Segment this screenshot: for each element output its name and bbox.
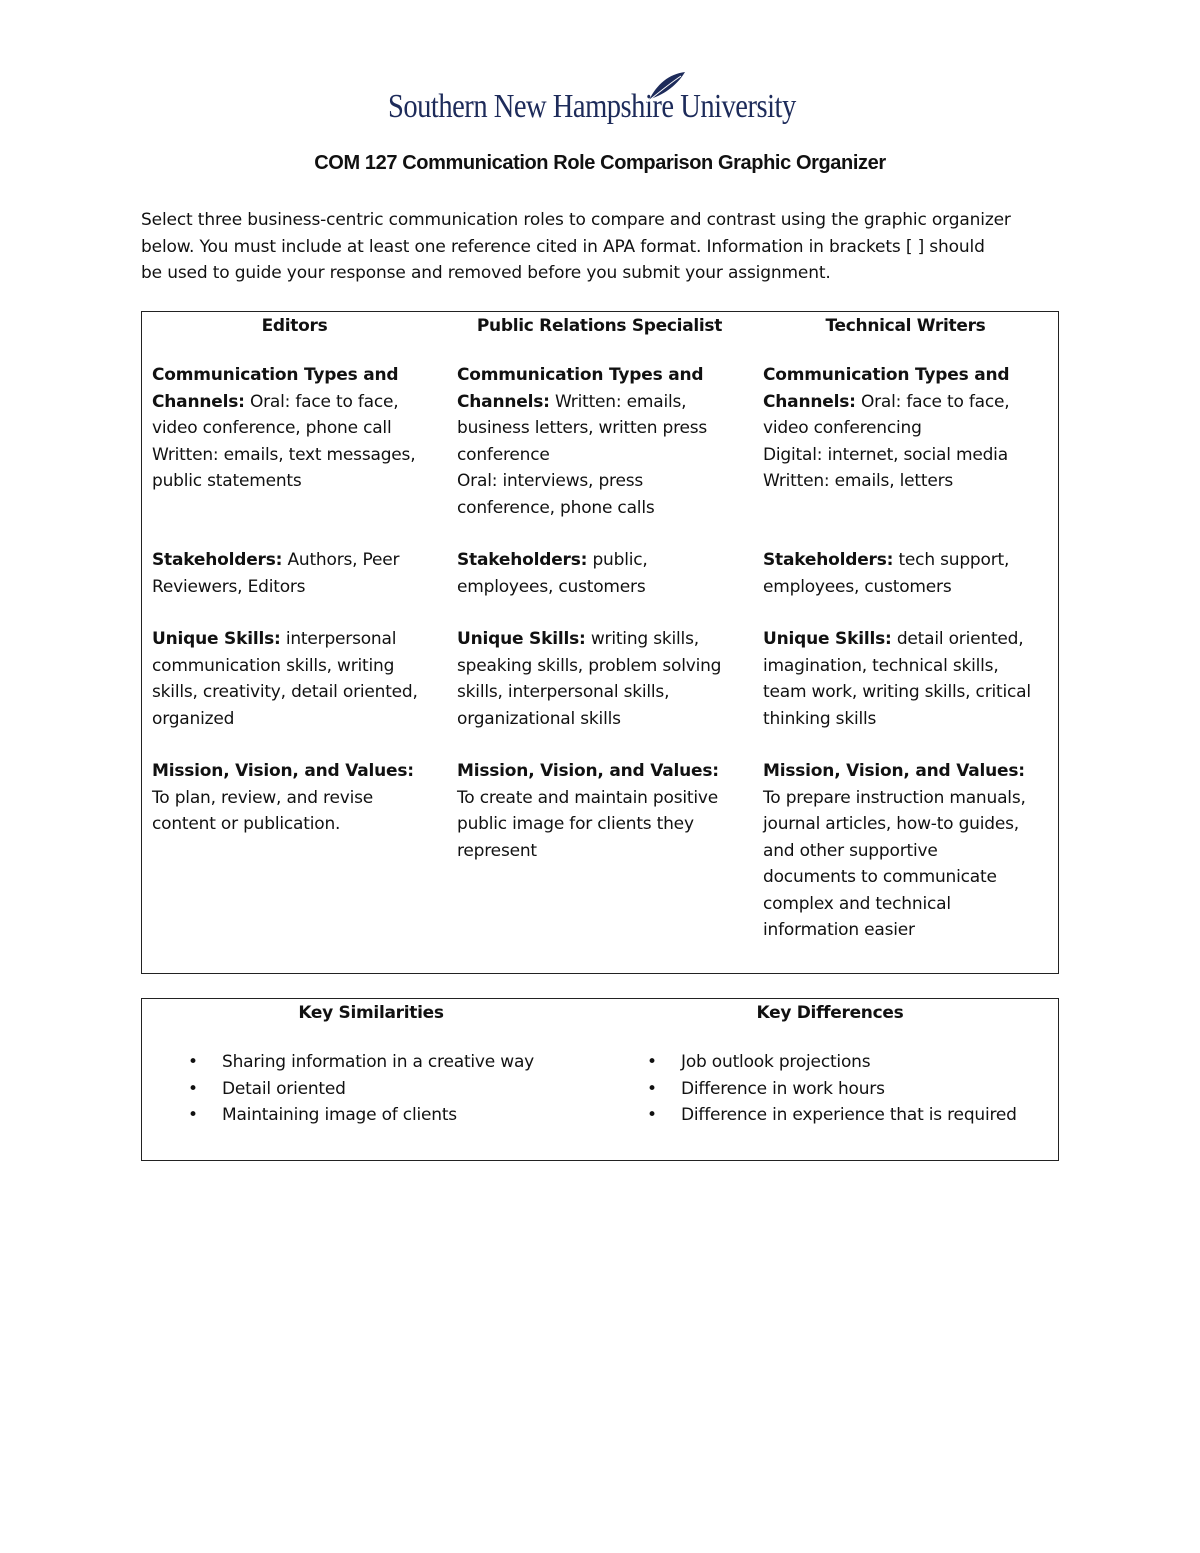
bullet-icon: • (647, 1078, 657, 1099)
section-label: Unique Skills: (763, 629, 892, 649)
section-text: To create and maintain positive (457, 787, 718, 808)
list-item: • Job outlook projections (601, 1049, 1059, 1076)
skills-section (457, 626, 747, 732)
section-text: conference (457, 444, 550, 465)
list-item: • Difference in experience that is required (601, 1102, 1059, 1129)
intro-line: be used to guide your response and removed before you submit your assignment. (141, 263, 831, 283)
bullet-icon: • (647, 1105, 657, 1125)
differences-column (601, 999, 1059, 1129)
section-label: Communication Types and (152, 365, 399, 385)
section-label: Mission, Vision, and Values: (152, 761, 414, 781)
section-text: tech support, (898, 550, 1010, 570)
section-text: thinking skills (763, 708, 877, 729)
similarities-list (142, 1049, 600, 1129)
section-text: journal articles, how-to guides, (763, 814, 1019, 834)
section-text: public, (592, 550, 648, 570)
stakeholders-section (457, 547, 747, 600)
section-text: imagination, technical skills, (763, 655, 999, 676)
similarities-heading: Key Similarities (298, 1003, 444, 1023)
section-text: public statements (152, 471, 302, 491)
section-label: Stakeholders: (763, 550, 894, 570)
stakeholders-section (763, 547, 1053, 600)
section-text: speaking skills, problem solving (457, 655, 722, 676)
list-item: • Maintaining image of clients (142, 1102, 600, 1129)
communication-section (457, 362, 747, 521)
section-text: organized (152, 708, 235, 729)
section-text: communication skills, writing (152, 655, 395, 676)
section-text: video conference, phone call (152, 418, 392, 438)
role-heading: Public Relations Specialist (476, 316, 723, 336)
section-text: To plan, review, and revise (152, 787, 374, 808)
quill-leaf-icon (643, 70, 687, 104)
section-label: Communication Types and (457, 365, 704, 385)
skills-section (152, 626, 442, 732)
section-text: organizational skills (457, 708, 621, 729)
section-text: Reviewers, Editors (152, 576, 306, 597)
section-text: Written: emails, text messages, (152, 444, 416, 465)
bullet-icon: • (188, 1052, 198, 1072)
section-text: team work, writing skills, critical (763, 682, 1031, 702)
bullet-icon: • (647, 1052, 657, 1072)
section-text: documents to communicate (763, 867, 997, 887)
section-text: skills, interpersonal skills, (457, 682, 670, 702)
list-item: • Sharing information in a creative way (142, 1049, 600, 1076)
section-label: Mission, Vision, and Values: (457, 761, 719, 781)
differences-heading: Key Differences (756, 1003, 904, 1023)
stakeholders-section (152, 547, 442, 600)
section-text: Written: emails, letters (763, 471, 954, 491)
intro-line: Select three business-centric communication roles to compare and contrast using the graphic organizer (141, 210, 1011, 230)
role-column-technical-writers (763, 312, 1053, 944)
section-text: interpersonal (285, 629, 397, 649)
section-text: To prepare instruction manuals, (763, 787, 1026, 808)
section-label: Unique Skills: (152, 629, 281, 649)
mission-section (763, 758, 1053, 944)
section-text: skills, creativity, detail oriented, (152, 682, 418, 702)
bullet-icon: • (188, 1078, 198, 1099)
role-heading: Editors (261, 316, 328, 336)
section-label: Channels: (457, 391, 550, 412)
logo-text: Southern New Hampshire University (388, 88, 796, 125)
section-text: public image for clients they (457, 814, 694, 834)
role-comparison-table (141, 311, 1059, 974)
section-label: Communication Types and (763, 365, 1010, 385)
role-column-pr-specialist (457, 312, 747, 864)
role-column-editors (152, 312, 442, 838)
skills-section (763, 626, 1053, 732)
similarities-column (142, 999, 600, 1129)
section-text: content or publication. (152, 814, 341, 834)
list-item: • Difference in work hours (601, 1076, 1059, 1103)
section-label: Mission, Vision, and Values: (763, 761, 1025, 781)
section-text: represent (457, 840, 537, 861)
section-text: video conferencing (763, 418, 922, 438)
section-label: Channels: (152, 391, 245, 412)
section-label: Unique Skills: (457, 629, 586, 649)
key-comparison-table (141, 998, 1059, 1161)
communication-section (763, 362, 1053, 521)
role-heading: Technical Writers (825, 316, 986, 336)
instructions-paragraph (141, 207, 1076, 287)
communication-section (152, 362, 442, 521)
university-logo (388, 70, 828, 136)
section-text: employees, customers (457, 576, 646, 597)
section-text: writing skills, (590, 629, 699, 649)
section-text: complex and technical (763, 893, 951, 914)
section-label: Stakeholders: (457, 550, 588, 570)
section-text: Authors, Peer (287, 550, 400, 570)
section-label: Stakeholders: (152, 550, 283, 570)
section-text: Oral: face to face, (860, 391, 1010, 412)
section-text: Written: emails, (554, 391, 687, 412)
mission-section (457, 758, 747, 864)
page-title: COM 127 Communication Role Comparison Graphic Organizer (314, 152, 886, 174)
bullet-icon: • (188, 1105, 198, 1125)
section-text: employees, customers (763, 576, 952, 597)
section-label: Channels: (763, 391, 856, 412)
section-text: Digital: internet, social media (763, 444, 1008, 465)
list-item: • Detail oriented (142, 1076, 600, 1103)
section-text: Oral: interviews, press (457, 471, 644, 491)
intro-line: below. You must include at least one reference cited in APA format. Information in brackets [ ] should (141, 236, 985, 257)
section-text: Oral: face to face, (249, 391, 399, 412)
differences-list (601, 1049, 1059, 1129)
section-text: information easier (763, 920, 915, 940)
section-text: detail oriented, (896, 629, 1024, 649)
section-text: and other supportive (763, 840, 938, 861)
section-text: conference, phone calls (457, 497, 655, 518)
section-text: business letters, written press (457, 418, 708, 438)
mission-section (152, 758, 442, 838)
